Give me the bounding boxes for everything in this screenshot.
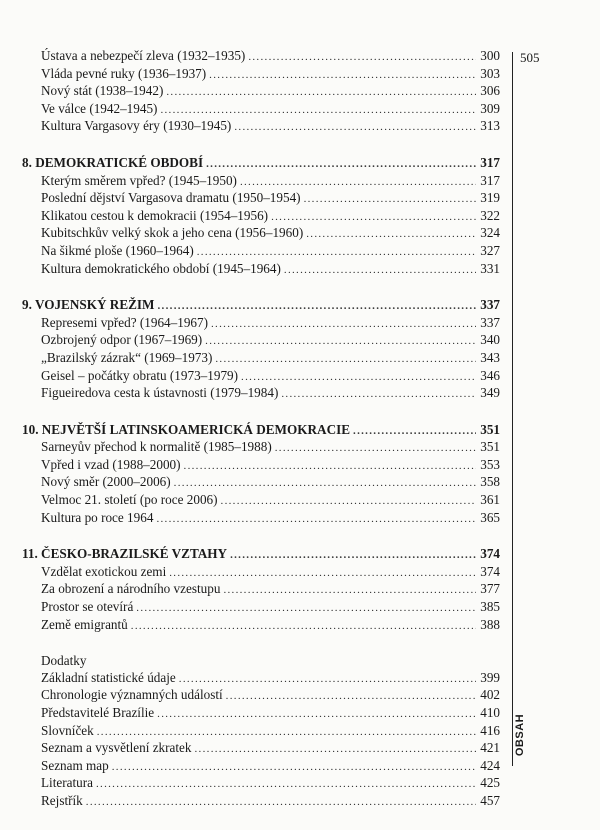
entry-page: 324 [480,225,500,241]
entry-title: Prostor se otevírá [41,599,134,615]
toc-entry [22,492,500,510]
toc-entry [22,564,500,582]
entry-title: Seznam a vysvětlení zkratek [41,740,192,756]
entry-page: 327 [480,242,500,258]
entry-page: 346 [480,367,500,383]
toc-entry [22,439,500,457]
entry-title: Základní statistické údaje [41,669,176,685]
dot-leader [240,174,476,191]
entry-page: 425 [480,775,500,791]
entry-page: 388 [480,616,500,632]
dot-leader [241,369,476,386]
dot-leader [275,440,476,457]
dot-leader [353,423,476,440]
entry-page: 351 [480,421,500,437]
entry-title: Kultura demokratického období (1945–1964) [41,260,281,276]
toc-entry [22,758,500,776]
toc-entry [22,687,500,705]
dot-leader [136,600,476,617]
dot-leader [248,49,476,66]
entry-page: 303 [480,65,500,81]
dot-leader [211,316,476,333]
chapter-heading [22,297,500,315]
toc-section [22,653,500,810]
entry-title: 10. NEJVĚTŠÍ LATINSKOAMERICKÁ DEMOKRACIE [22,421,351,437]
entry-title: Poslední dějství Vargasova dramatu (1950–1954) [41,190,301,206]
entry-page: 353 [480,456,500,472]
dot-leader [179,671,476,688]
entry-page: 313 [480,118,500,134]
entry-page: 337 [480,297,500,313]
entry-page: 358 [480,474,500,490]
toc-entry [22,705,500,723]
entry-page: 340 [480,332,500,348]
entry-title: Nový směr (2000–2006) [41,474,171,490]
entry-page: 306 [480,83,500,99]
dot-leader [226,688,476,705]
dot-leader [284,262,476,279]
entry-page: 317 [480,172,500,188]
entry-title: Figueiredova cesta k ústavnosti (1979–1984) [41,385,279,401]
entry-title: Ve válce (1942–1945) [41,100,158,116]
entry-page: 349 [480,385,500,401]
chapter-heading [22,546,500,564]
entry-title: Nový stát (1938–1942) [41,83,164,99]
entry-title: Vpřed i vzad (1988–2000) [41,456,181,472]
dot-leader [97,724,476,741]
dot-leader [209,67,476,84]
entry-title: Ozbrojený odpor (1967–1969) [41,332,203,348]
entry-title: Literatura [41,775,93,791]
dot-leader [271,209,476,226]
entry-page: 424 [480,757,500,773]
entry-title: 11. ČESKO-BRAZILSKÉ VZTAHY [22,546,228,562]
entry-title: Represemi vpřed? (1964–1967) [41,314,208,330]
entry-title: Za obrození a národního vzestupu [41,581,221,597]
toc-section [22,155,500,278]
dot-leader [157,706,476,723]
entry-title: Sarneyův přechod k normalitě (1985–1988) [41,439,272,455]
entry-page: 319 [480,190,500,206]
entry-page: 416 [480,722,500,738]
entry-title: Na šikmé ploše (1960–1964) [41,242,194,258]
entry-title: Seznam map [41,757,109,773]
toc-entry [22,190,500,208]
entry-title: Chronologie významných událostí [41,687,223,703]
toc-entry [22,350,500,368]
dot-leader [205,333,476,350]
entry-title: Vláda pevné ruky (1936–1937) [41,65,207,81]
entry-title: 9. VOJENSKÝ REŽIM [22,297,155,313]
toc-entry [22,208,500,226]
toc-entry [22,101,500,119]
dot-leader [96,776,476,793]
dot-leader [221,493,476,510]
side-label: OBSAH [514,713,526,757]
entry-page: 300 [480,48,500,63]
dot-leader [215,351,476,368]
dot-leader [112,759,476,776]
toc-section [22,546,500,634]
entry-page: 374 [480,563,500,579]
dot-leader [86,794,476,811]
toc-entry [22,261,500,279]
toc-entry [22,740,500,758]
entry-title: Ústava a nebezpečí zleva (1932–1935) [41,48,246,63]
dot-leader [195,741,477,758]
entry-title: Velmoc 21. století (po roce 2006) [41,492,218,508]
dot-leader [160,102,476,119]
entry-title: Rejstřík [41,792,83,808]
toc-entry [22,581,500,599]
dot-leader [131,618,476,635]
dot-leader [197,244,476,261]
entry-page: 351 [480,439,500,455]
chapter-heading [22,155,500,173]
toc-entry [22,599,500,617]
toc-entry [22,225,500,243]
toc-entry [22,723,500,741]
entry-page: 399 [480,669,500,685]
toc-entry [22,368,500,386]
toc-entry [22,118,500,136]
entry-page: 337 [480,314,500,330]
entry-page: 361 [480,492,500,508]
toc-entry [22,385,500,403]
toc-entry [22,510,500,528]
toc-entry [22,173,500,191]
toc-entry [22,457,500,475]
entry-page: 377 [480,581,500,597]
page-number: 505 [520,50,540,65]
entry-title: Země emigrantů [41,616,128,632]
toc-entry [22,315,500,333]
table-of-contents [22,48,500,830]
dot-leader [230,547,476,564]
vertical-divider [512,52,513,766]
entry-title: Kultura Vargasovy éry (1930–1945) [41,118,232,134]
toc-entry [22,474,500,492]
entry-page: 322 [480,207,500,223]
entry-page: 385 [480,599,500,615]
entry-title: Geisel – počátky obratu (1973–1979) [41,367,239,383]
entry-page: 343 [480,349,500,365]
entry-page: 421 [480,740,500,756]
toc-entry [22,670,500,688]
dot-leader [184,458,476,475]
toc-entry [22,48,500,66]
toc-section [22,48,500,136]
dot-leader [156,511,476,528]
entry-title: Kultura po roce 1964 [41,509,154,525]
entry-page: 331 [480,260,500,276]
toc-entry [22,332,500,350]
toc-entry [22,775,500,793]
entry-page: 457 [480,792,500,808]
toc-section [22,297,500,403]
entry-title: Slovníček [41,722,94,738]
dot-leader [206,156,476,173]
toc-entry [22,617,500,635]
entry-title: 8. DEMOKRATICKÉ OBDOBÍ [22,154,204,170]
entry-page: 365 [480,509,500,525]
dot-leader [281,386,476,403]
entry-title: Kubitschkův velký skok a jeho cena (1956–1960) [41,225,304,241]
toc-entry [22,83,500,101]
toc-entry [22,243,500,261]
entry-page: 402 [480,687,500,703]
dot-leader [234,119,476,136]
chapter-heading [22,422,500,440]
dot-leader [174,475,476,492]
entry-title: „Brazilský zázrak“ (1969–1973) [41,349,213,365]
entry-title: Vzdělat exotickou zemi [41,563,167,579]
entry-page: 317 [480,154,500,170]
entry-title: Představitelé Brazílie [41,705,155,720]
entry-title: Kterým směrem vpřed? (1945–1950) [41,172,237,188]
dot-leader [166,84,476,101]
entry-title: Klikatou cestou k demokracii (1954–1956) [41,207,269,223]
entry-page: 374 [480,546,500,562]
entry-page: 410 [480,705,500,720]
dot-leader [304,191,476,208]
entry-page: 309 [480,100,500,116]
dot-leader [169,565,476,582]
toc-section [22,422,500,528]
toc-entry [22,66,500,84]
dot-leader [306,226,476,243]
dot-leader [223,582,476,599]
toc-entry [22,793,500,811]
appendix-label: Dodatky [41,653,87,669]
dot-leader [158,298,477,315]
